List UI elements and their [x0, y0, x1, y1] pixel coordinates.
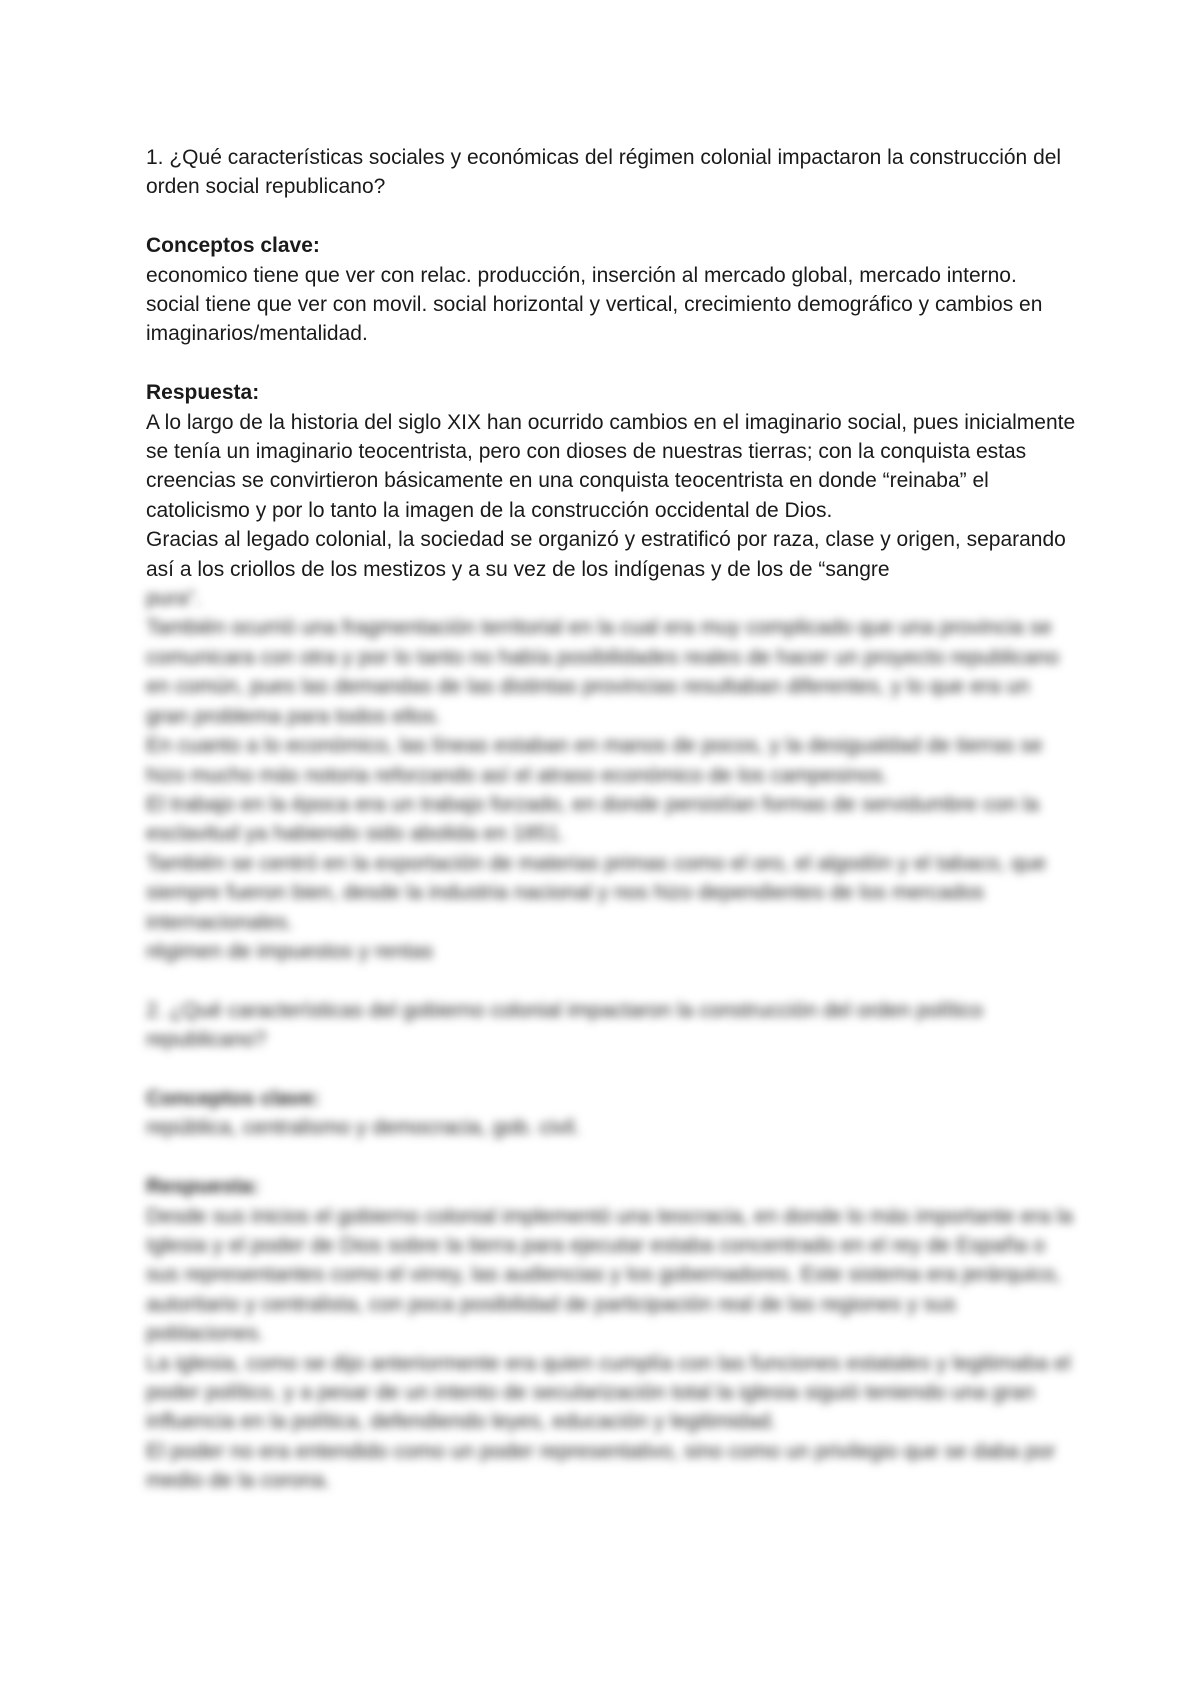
concepts-heading: Conceptos clave:	[146, 234, 320, 258]
spacer	[146, 1055, 1076, 1084]
blurred-paragraph: El poder no era entendido como un poder representativo, sino como un privilegio que se daba por medio de la corona.	[146, 1439, 1056, 1493]
spacer	[146, 349, 1076, 378]
blurred-answer-continuation	[146, 584, 1076, 1496]
blurred-paragraph: También ocurrió una fragmentación territorial en la cual era muy complicado que una provincia se comunicara con otra y por lo tanto no había posibilidades reales de hacer un proyecto republicano en común, pues las demandas de las distintas provincias resultaban diferentes, y lo que era un gran problema para todos ellos.	[146, 616, 1059, 728]
document-body	[146, 143, 1076, 1496]
answer-paragraph-2: Gracias al legado colonial, la sociedad se organizó y estratificó por raza, clase y origen, separando así a los criollos de los mestizos y a su vez de los indígenas y de los de “sangre	[146, 528, 1066, 581]
spacer	[146, 1143, 1076, 1172]
blurred-paragraph: Desde sus inicios el gobierno colonial implementó una teocracia, en donde lo más importante era la Iglesia y el poder de Dios sobre la tierra para ejecutar estaba concentrado en el rey de España o sus representantes como el virrey, las audiencias y los gobernadores. Este sistema era jerárquico, autoritario y centralista, con poca posibilidad de participación real de las regiones y sus poblaciones.	[146, 1204, 1073, 1346]
spacer	[146, 966, 1076, 995]
blurred-line: pura”.	[146, 587, 201, 611]
concept-economic: economico tiene que ver con relac. producción, inserción al mercado global, mercado interno.	[146, 263, 1017, 287]
question-2: 2. ¿Qué características del gobierno colonial impactaron la construcción del orden político republicano?	[146, 998, 983, 1052]
answer-heading-2: Respuesta:	[146, 1175, 260, 1199]
concept-political: república, centralismo y democracia, gob. civil.	[146, 1116, 581, 1140]
concept-social: social tiene que ver con movil. social horizontal y vertical, crecimiento demográfico y cambios en imaginarios/mentalidad.	[146, 293, 1043, 346]
blurred-paragraph: La iglesia, como se dijo anteriormente era quien cumplía con las funciones estatales y legitimaba el poder político, y a pesar de un intento de secularización total la iglesia siguió teniendo una gran influencia en la política, defendiendo leyes, educación y legitimidad.	[146, 1351, 1071, 1434]
blurred-paragraph: En cuanto a lo económico, las líneas estaban en manos de pocos, y la desigualdad de tierras se hizo mucho más notoria reforzando así el atraso económico de los campesinos.	[146, 734, 1043, 787]
answer-paragraph-1: A lo largo de la historia del siglo XIX han ocurrido cambios en el imaginario social, pues inicialmente se tenía un imaginario teocentrista, pero con dioses de nuestras tierras; con la conquista estas creencias se convirtieron básicamente en una conquista teocentrista en donde “reinaba” el catolicismo y por lo tanto la imagen de la construcción occidental de Dios.	[146, 410, 1076, 522]
answer-heading: Respuesta:	[146, 381, 260, 405]
blurred-paragraph: El trabajo en la época era un trabajo forzado, en donde persistían formas de servidumbre con la esclavitud ya habiendo sido abolida en 1851.	[146, 792, 1040, 846]
blurred-line: régimen de impuestos y rentas	[146, 939, 434, 963]
spacer	[146, 202, 1076, 231]
question-1: 1. ¿Qué características sociales y económicas del régimen colonial impactaron la construcción del orden social republicano?	[146, 146, 1062, 199]
blurred-paragraph: También se centró en la exportación de materias primas como el oro, el algodón y el tabaco, que siempre fueron bien, desde la industria nacional y nos hizo dependientes de los mercados internacionales.	[146, 851, 1047, 934]
concepts-heading-2: Conceptos clave:	[146, 1086, 320, 1110]
